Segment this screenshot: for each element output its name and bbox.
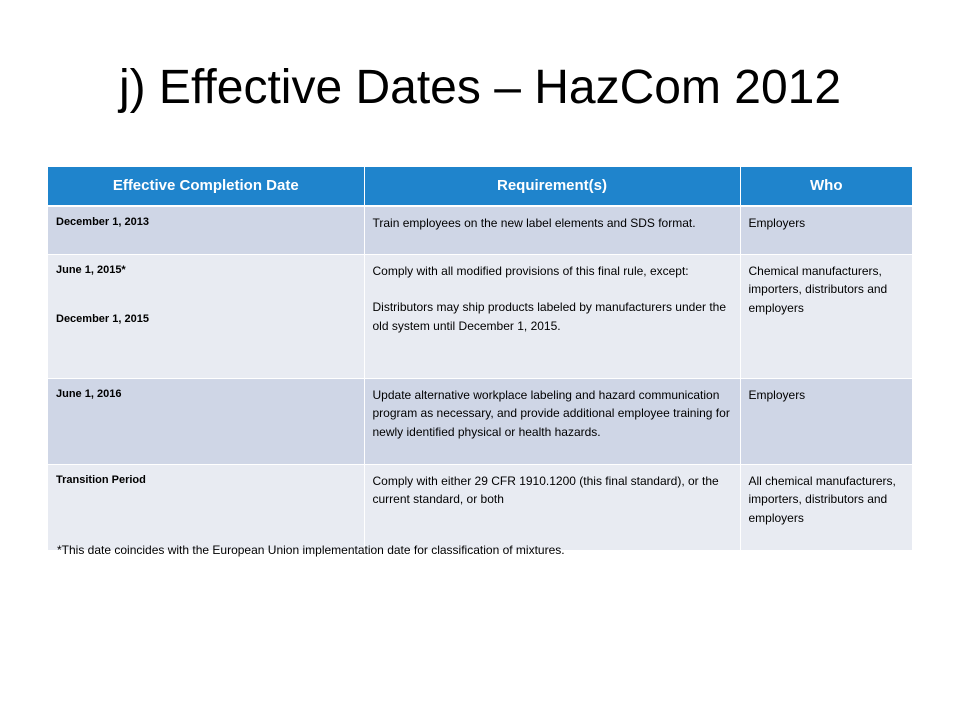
requirement-line: Update alternative workplace labeling and hazard communication program as necessary, and provide additional employee training for newly identified physical or health hazards. <box>372 387 730 439</box>
effective-dates-table <box>48 167 912 551</box>
requirement-line: Comply with all modified provisions of this final rule, except: <box>372 263 689 278</box>
requirement-cell <box>364 378 740 464</box>
who-cell: Chemical manufacturers, importers, distributors and employers <box>740 254 912 378</box>
requirement-line: Comply with either 29 CFR 1910.1200 (this final standard), or the current standard, or both <box>372 473 719 507</box>
requirement-cell <box>364 206 740 254</box>
who-cell: Employers <box>740 378 912 464</box>
date-line: December 1, 2015 <box>56 312 149 325</box>
date-line: June 1, 2015* <box>56 263 126 276</box>
header-who: Who <box>740 167 912 206</box>
requirement-cell <box>364 464 740 550</box>
header-requirements: Requirement(s) <box>364 167 740 206</box>
slide-title: j) Effective Dates – HazCom 2012 <box>118 61 842 114</box>
who-cell: All chemical manufacturers, importers, distributors and employers <box>740 464 912 550</box>
date-line: June 1, 2016 <box>56 387 122 400</box>
who-cell: Employers <box>740 206 912 254</box>
date-line: Transition Period <box>56 473 146 486</box>
table-row <box>48 378 912 464</box>
table-row <box>48 206 912 254</box>
header-effective-completion-date: Effective Completion Date <box>48 167 364 206</box>
table-row <box>48 464 912 550</box>
date-cell <box>48 206 364 254</box>
date-cell <box>48 464 364 550</box>
requirement-line: Distributors may ship products labeled by manufacturers under the old system until December 1, 2015. <box>372 300 727 333</box>
table-row <box>48 254 912 378</box>
table-header-row <box>48 167 912 206</box>
requirement-cell <box>364 254 740 378</box>
date-cell <box>48 378 364 464</box>
date-cell <box>48 254 364 378</box>
requirement-line: Train employees on the new label elements and SDS format. <box>372 216 696 230</box>
footnote: *This date coincides with the European Union implementation date for classification of mixtures. <box>57 543 565 557</box>
date-line: December 1, 2013 <box>56 216 149 228</box>
